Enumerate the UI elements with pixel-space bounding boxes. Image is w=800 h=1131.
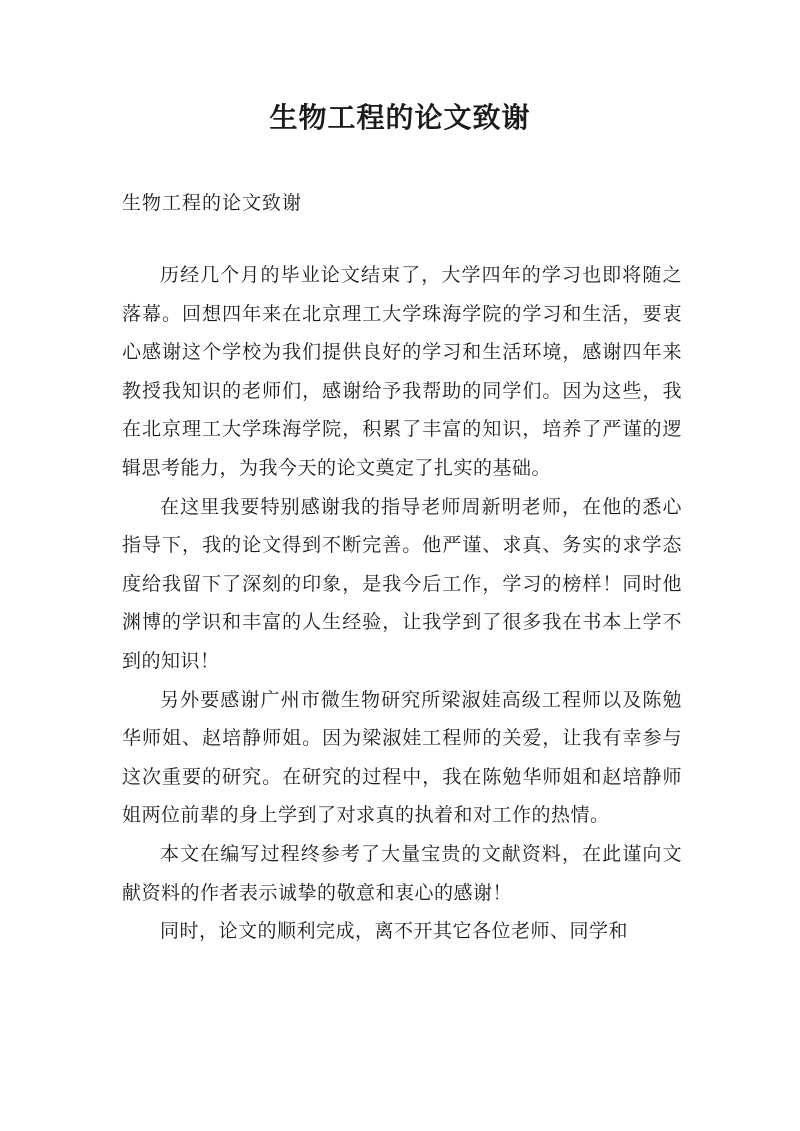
document-body bbox=[122, 256, 682, 951]
paragraph-2: 在这里我要特别感谢我的指导老师周新明老师，在他的悉心指导下，我的论文得到不断完善。他严谨、求真、务实的求学态度给我留下了深刻的印象，是我今后工作，学习的榜样！同时他渊博的学识和丰富的人生经验，让我学到了很多我在书本上学不到的知识！ bbox=[122, 495, 682, 672]
paragraph-3: 另外要感谢广州市微生物研究所梁淑娃高级工程师以及陈勉华师姐、赵培静师姐。因为梁淑娃工程师的关爱，让我有幸参与这次重要的研究。在研究的过程中，我在陈勉华师姐和赵培静师姐两位前辈的身上学到了对求真的执着和对工作的热情。 bbox=[122, 688, 682, 827]
paragraph-1: 历经几个月的毕业论文结束了，大学四年的学习也即将随之落幕。回想四年来在北京理工大学珠海学院的学习和生活，要衷心感谢这个学校为我们提供良好的学习和生活环境，感谢四年来教授我知识的老师们，感谢给予我帮助的同学们。因为这些，我在北京理工大学珠海学院，积累了丰富的知识，培养了严谨的逻辑思考能力，为我今天的论文奠定了扎实的基础。 bbox=[122, 264, 682, 479]
document-title: 生物工程的论文致谢 bbox=[269, 101, 531, 134]
document-subtitle: 生物工程的论文致谢 bbox=[122, 192, 303, 214]
paragraph-5: 同时，论文的顺利完成，离不开其它各位老师、同学和 bbox=[160, 920, 629, 943]
paragraph-4: 本文在编写过程终参考了大量宝贵的文献资料，在此谨向文献资料的作者表示诚挚的敬意和衷心的感谢！ bbox=[122, 842, 682, 904]
